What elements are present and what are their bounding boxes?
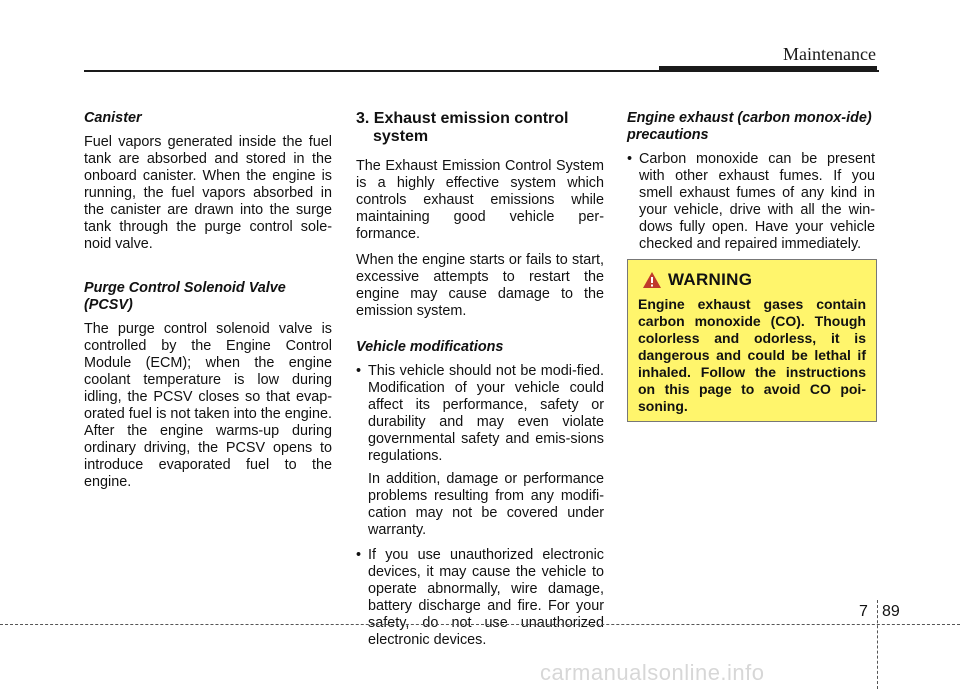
exhaust-precautions-heading: Engine exhaust (carbon monox-ide) precautions — [627, 110, 872, 143]
page-header-title: Maintenance — [783, 44, 876, 64]
bullet-icon: • — [627, 151, 633, 167]
warning-box — [627, 259, 877, 422]
column-right — [627, 110, 875, 261]
exhaust-bullet-1: Carbon monoxide can be present with other exhaust fumes. If you smell exhaust fumes of any kind in your vehicle, drive with all the win-dows fully open. Have your vehicle checked and repaired immediately. — [639, 151, 875, 252]
modifications-bullet-1: This vehicle should not be modi-fied. Modification of your vehicle could affect its performance, safety or durability and may even violate governmental safety and emis-sions regulations. — [368, 363, 604, 464]
warning-triangle-icon — [642, 271, 662, 289]
modifications-heading: Vehicle modifications — [356, 339, 504, 355]
warning-text: Engine exhaust gases contain carbon monoxide (CO). Though colorless and odorless, it is dangerous and could be lethal if inhaled. Follow the instructions on this page to avoid CO poi-soning. — [638, 296, 866, 414]
section-heading: 3. Exhaust emission control system — [356, 110, 569, 145]
header-rule-accent — [659, 66, 877, 72]
emission-para-2: When the engine starts or fails to start, excessive attempts to restart the engine may cause damage to the emission system. — [356, 252, 604, 319]
page-number: 89 — [882, 603, 900, 620]
column-left — [84, 110, 332, 500]
modifications-bullet-1-extra: In addition, damage or performance problems resulting from any modifi-cation may not be covered under warranty. — [368, 471, 604, 538]
pcsv-heading: Purge Control Solenoid Valve (PCSV) — [84, 280, 286, 313]
canister-heading: Canister — [84, 110, 142, 126]
list-item — [356, 363, 604, 539]
emission-para-1: The Exhaust Emission Control System is a highly effective system which controls exhaust emissions while maintaining good vehicle per-formance. — [356, 158, 604, 242]
column-middle — [356, 110, 604, 657]
footer-divider — [877, 600, 878, 689]
warning-title-row — [642, 270, 866, 290]
footer-rule — [0, 624, 960, 625]
bullet-icon: • — [356, 547, 362, 563]
chapter-number: 7 — [859, 603, 868, 620]
list-item — [356, 547, 604, 649]
watermark: carmanualsonline.info — [540, 660, 765, 685]
warning-title: WARNING — [668, 270, 753, 289]
canister-text: Fuel vapors generated inside the fuel tank are absorbed and stored in the onboard canister. When the engine is running, the fuel vapors absorbed in the canister are drawn into the surge tank through the purge control sole-noid valve. — [84, 134, 332, 252]
exhaust-list — [627, 151, 875, 253]
modifications-bullet-2: If you use unauthorized electronic devices, it may cause the vehicle to operate abnormally, wire damage, battery discharge and fire. For your safety, do not use unauthorized electronic devices. — [368, 547, 604, 648]
modifications-list — [356, 363, 604, 649]
list-item — [627, 151, 875, 253]
pcsv-text: The purge control solenoid valve is controlled by the Engine Control Module (ECM); when the engine coolant temperature is low during idling, the PCSV closes so that evap-orated fuel is not taken into the engine. After the engine warms-up during ordinary driving, the PCSV opens to introduce evaporated fuel to the engine. — [84, 321, 333, 490]
bullet-icon: • — [356, 363, 362, 379]
